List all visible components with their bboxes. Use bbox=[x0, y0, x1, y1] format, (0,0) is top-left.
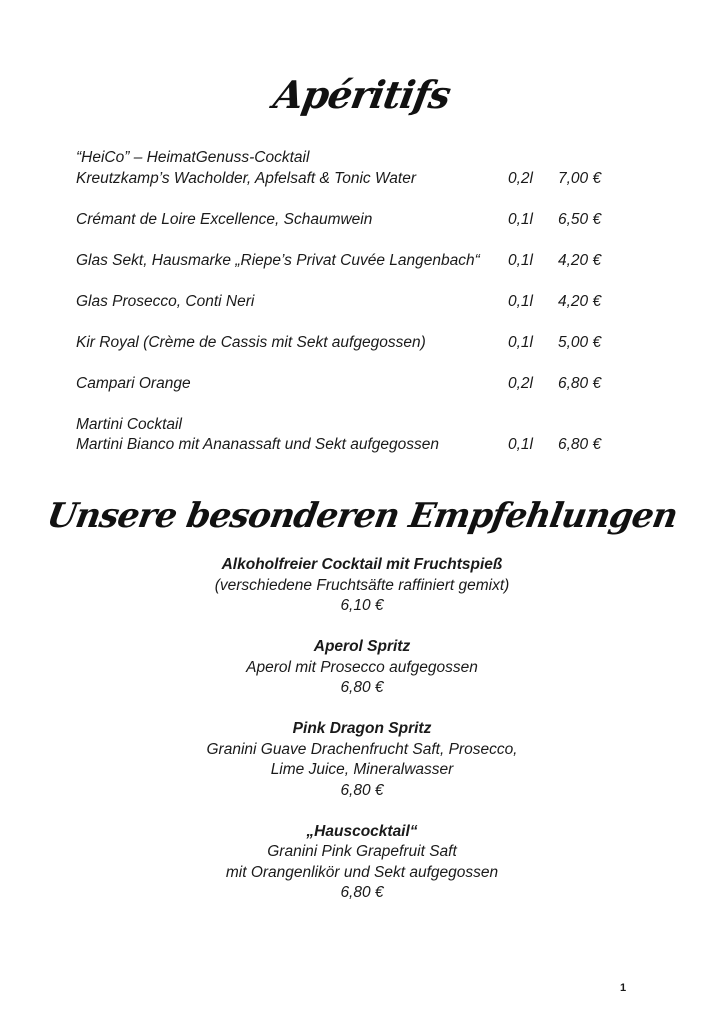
menu-item-glas-prosecco bbox=[76, 292, 616, 313]
menu-item-kir-royal bbox=[76, 333, 616, 354]
item-description: Kir Royal (Crème de Cassis mit Sekt aufgegossen) bbox=[76, 333, 426, 351]
recommendations-heading: Unsere besonderen Empfehlungen bbox=[43, 496, 681, 536]
item-price: 7,00 € bbox=[558, 169, 602, 187]
menu-item-campari-orange bbox=[76, 374, 616, 395]
recommendation-price: 6,80 € bbox=[340, 781, 384, 799]
recommendation-name: „Hauscocktail“ bbox=[306, 822, 418, 840]
item-title: “HeiCo” – HeimatGenuss-Cocktail bbox=[76, 149, 310, 166]
item-volume: 0,1l bbox=[508, 292, 533, 310]
recommendation-name: Pink Dragon Spritz bbox=[292, 720, 432, 737]
item-description: Martini Bianco mit Ananassaft und Sekt aufgegossen bbox=[76, 436, 440, 453]
recommendation-hauscocktail bbox=[0, 822, 724, 904]
item-volume: 0,2l bbox=[508, 169, 533, 187]
recommendations-list bbox=[0, 555, 724, 904]
recommendation-description: Aperol mit Prosecco aufgegossen bbox=[246, 658, 478, 676]
item-price: 6,80 € bbox=[558, 374, 602, 392]
recommendation-aperol-spritz bbox=[0, 637, 724, 699]
item-volume: 0,1l bbox=[508, 251, 533, 269]
recommendation-description: Granini Guave Drachenfrucht Saft, Prosecco, bbox=[206, 740, 518, 758]
recommendation-description-2: mit Orangenlikör und Sekt aufgegossen bbox=[225, 863, 499, 881]
item-price: 4,20 € bbox=[558, 292, 602, 310]
menu-item-heico bbox=[76, 148, 616, 189]
item-volume: 0,1l bbox=[508, 210, 533, 228]
menu-item-cremant bbox=[76, 210, 616, 231]
item-description: Campari Orange bbox=[76, 374, 191, 392]
item-volume: 0,2l bbox=[508, 374, 533, 392]
page-number: 1 bbox=[620, 982, 627, 994]
recommendation-description: (verschiedene Fruchtsäfte raffiniert gemixt) bbox=[214, 576, 510, 594]
item-volume: 0,1l bbox=[508, 333, 533, 351]
item-title: Martini Cocktail bbox=[76, 415, 182, 433]
item-price: 4,20 € bbox=[558, 251, 602, 269]
recommendation-pink-dragon-spritz bbox=[0, 719, 724, 801]
aperitifs-list bbox=[76, 148, 616, 456]
item-price: 5,00 € bbox=[558, 333, 602, 351]
recommendation-alkoholfrei bbox=[0, 555, 724, 617]
item-description: Glas Sekt, Hausmarke „Riepe’s Privat Cuvée Langenbach“ bbox=[76, 251, 480, 269]
recommendation-name: Aperol Spritz bbox=[313, 638, 411, 655]
item-description: Kreutzkamp’s Wacholder, Apfelsaft & Tonic Water bbox=[76, 169, 417, 187]
recommendation-price: 6,10 € bbox=[340, 597, 384, 614]
menu-item-glas-sekt bbox=[76, 251, 616, 272]
recommendation-name: Alkoholfreier Cocktail mit Fruchtspieß bbox=[221, 556, 503, 573]
recommendation-description-2: Lime Juice, Mineralwasser bbox=[270, 761, 454, 778]
aperitifs-heading: Apéritifs bbox=[270, 72, 454, 117]
recommendation-description: Granini Pink Grapefruit Saft bbox=[267, 843, 457, 860]
recommendation-price: 6,80 € bbox=[340, 884, 384, 901]
item-price: 6,80 € bbox=[558, 436, 602, 453]
item-volume: 0,1l bbox=[508, 436, 533, 453]
menu-item-martini-cocktail bbox=[76, 415, 616, 456]
item-description: Glas Prosecco, Conti Neri bbox=[76, 292, 255, 310]
item-price: 6,50 € bbox=[558, 210, 602, 228]
recommendation-price: 6,80 € bbox=[340, 679, 384, 696]
item-description: Crémant de Loire Excellence, Schaumwein bbox=[76, 210, 373, 228]
